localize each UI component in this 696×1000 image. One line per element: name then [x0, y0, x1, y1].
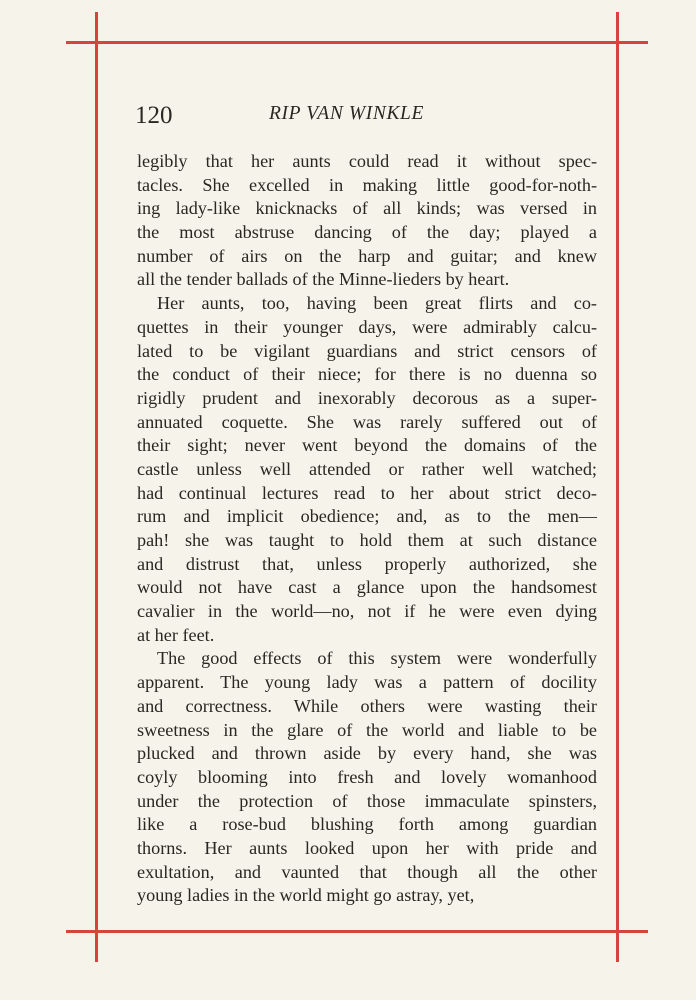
- text-line: number of airs on the harp and guitar; and knew: [137, 245, 597, 266]
- text-line: young ladies in the world might go astray, yet,: [137, 885, 475, 906]
- page-number: 120: [135, 102, 173, 129]
- body-text: [137, 150, 597, 908]
- text-line: the conduct of their niece; for there is no duenna so: [137, 364, 597, 385]
- paragraph: [137, 292, 597, 647]
- text-line: at her feet.: [137, 624, 215, 645]
- text-line: coyly blooming into fresh and lovely womanhood: [137, 766, 597, 787]
- text-line: lated to be vigilant guardians and strict censors of: [137, 340, 597, 361]
- text-line: ing lady-like knicknacks of all kinds; was versed in: [137, 198, 597, 219]
- text-line: quettes in their younger days, were admirably calcu-: [137, 316, 597, 337]
- text-line: thorns. Her aunts looked upon her with pride and: [137, 837, 597, 858]
- text-line: plucked and thrown aside by every hand, she was: [137, 743, 597, 764]
- text-line: The good effects of this system were wonderfully: [157, 648, 597, 669]
- paragraph: [137, 150, 597, 292]
- text-line: their sight; never went beyond the domains of the: [137, 435, 597, 456]
- text-line: apparent. The young lady was a pattern of docility: [137, 672, 597, 693]
- text-line: castle unless well attended or rather well watched;: [137, 458, 597, 479]
- text-line: rigidly prudent and inexorably decorous as a super-: [137, 387, 597, 408]
- running-title: RIP VAN WINKLE: [269, 103, 425, 124]
- text-line: under the protection of those immaculate spinsters,: [137, 790, 597, 811]
- border-rule-right: [616, 12, 619, 962]
- text-line: would not have cast a glance upon the handsomest: [137, 577, 597, 598]
- page-header: [135, 100, 597, 132]
- text-line: exultation, and vaunted that though all the other: [137, 861, 597, 882]
- text-line: cavalier in the world—no, not if he were even dying: [137, 601, 597, 622]
- text-line: had continual lectures read to her about strict deco-: [137, 482, 597, 503]
- border-rule-bottom: [66, 930, 648, 933]
- text-line: legibly that her aunts could read it without spec-: [137, 151, 597, 171]
- text-line: and correctness. While others were wasting their: [137, 695, 597, 716]
- text-line: annuated coquette. She was rarely suffered out of: [137, 411, 597, 432]
- border-rule-left: [95, 12, 98, 962]
- text-line: the most abstruse dancing of the day; played a: [137, 222, 597, 243]
- text-line: rum and implicit obedience; and, as to the men—: [137, 506, 597, 527]
- text-line: like a rose-bud blushing forth among guardian: [137, 814, 597, 835]
- text-line: sweetness in the glare of the world and liable to be: [137, 719, 597, 740]
- text-line: Her aunts, too, having been great flirts and co-: [157, 293, 597, 314]
- border-rule-top: [66, 41, 648, 44]
- text-line: and distrust that, unless properly authorized, she: [137, 553, 597, 574]
- text-line: all the tender ballads of the Minne-lieders by heart.: [137, 269, 510, 290]
- paragraph: [137, 647, 597, 908]
- text-line: tacles. She excelled in making little good-for-noth-: [137, 174, 597, 195]
- text-line: pah! she was taught to hold them at such distance: [137, 530, 597, 550]
